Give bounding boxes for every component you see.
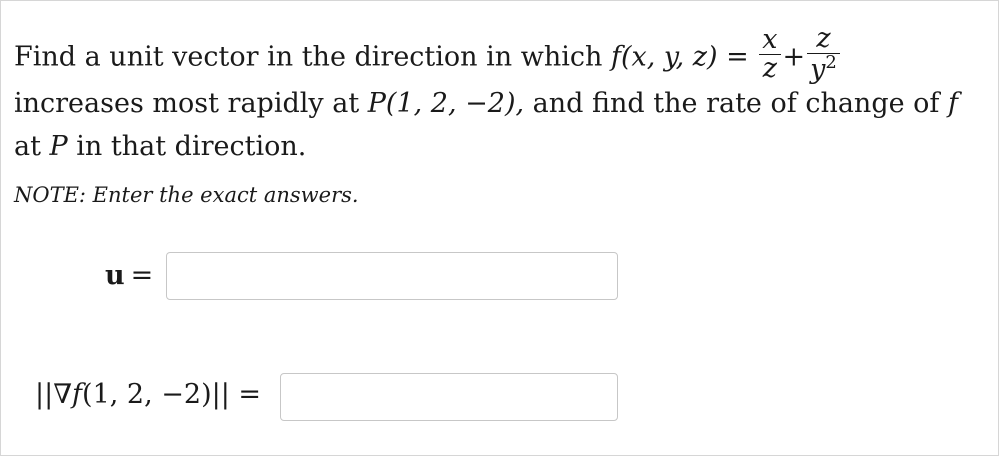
question-line-2-suffix: and find the rate of change of — [524, 88, 948, 119]
unit-vector-equals: = — [130, 260, 154, 291]
unit-vector-symbol: u — [105, 260, 125, 291]
gradient-norm-args: (1, 2, −2)|| = — [82, 379, 262, 410]
p-symbol: P — [49, 131, 68, 162]
fraction-2-denominator — [807, 54, 840, 84]
question-line-3-at: at — [14, 131, 50, 162]
question-line-2-prefix: increases most rapidly at — [14, 88, 368, 119]
unit-vector-label — [105, 260, 153, 291]
question-line-1 — [14, 23, 842, 88]
fraction-z-over-y-squared — [807, 25, 840, 85]
question-line-1-text: Find a unit vector in the direction in which — [14, 41, 611, 73]
fraction-1-numerator: x — [759, 26, 780, 55]
unit-vector-input[interactable] — [166, 252, 618, 300]
fraction-x-over-z — [759, 26, 780, 84]
fraction-1-denominator: z — [762, 53, 778, 85]
plus-sign: + — [782, 41, 806, 73]
gradient-norm-input[interactable] — [280, 373, 618, 421]
note-text: NOTE: Enter the exact answers. — [14, 183, 359, 207]
fraction-2-numerator: z — [807, 25, 840, 54]
f-symbol: f — [948, 88, 958, 119]
function-lhs: f(x, y, z) = — [610, 41, 749, 73]
point-p: P(1, 2, −2), — [367, 88, 525, 119]
question-line-3-suffix: in that direction. — [67, 131, 307, 162]
fraction-2-denominator-base: y — [810, 54, 826, 86]
question-line-3 — [14, 133, 306, 160]
gradient-f-symbol: f — [72, 379, 83, 410]
question-line-2 — [14, 90, 958, 117]
gradient-norm-label — [35, 379, 261, 410]
fraction-2-denominator-exponent: 2 — [825, 52, 837, 74]
gradient-norm-open: ||∇ — [35, 379, 73, 410]
